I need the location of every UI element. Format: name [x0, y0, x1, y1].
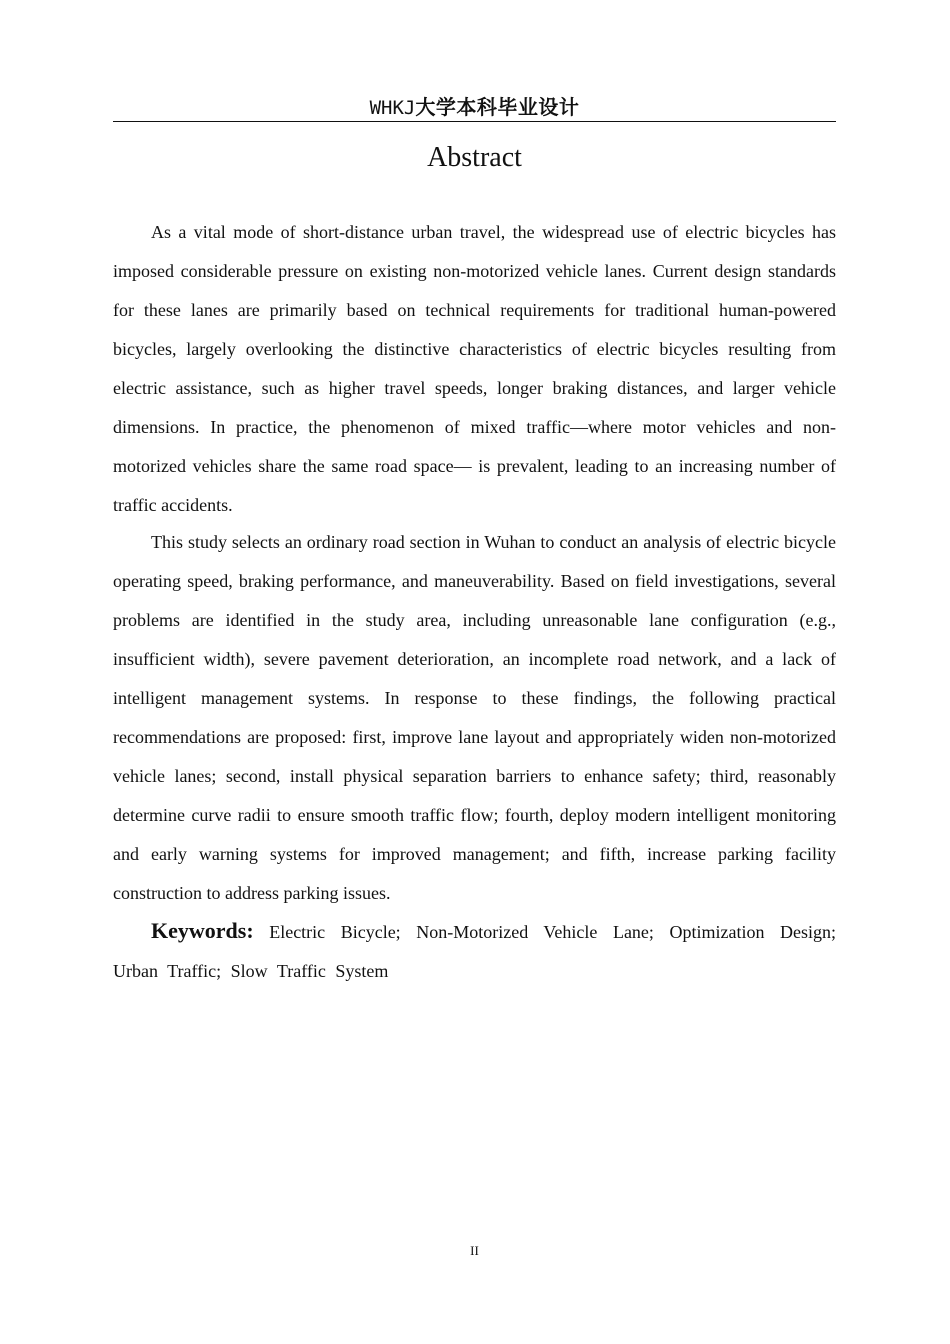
header-divider [113, 121, 836, 122]
abstract-title: Abstract [427, 142, 522, 173]
abstract-paragraph-1: As a vital mode of short-distance urban travel, the widespread use of electric bicycles has imposed considerable pressure on existing non-motorized vehicle lanes. Current design standards for these lanes are primarily based on technical requirements for traditional human-powered bicycles, largely overlooking the distinctive characteristics of electric bicycles resulting from electric assistance, such as higher travel speeds, longer braking distances, and larger vehicle dimensions. In practice, the phenomenon of mixed traffic—where motor vehicles and non-motorized vehicles share the same road space— is prevalent, leading to an increasing number of traffic accidents. [113, 222, 836, 515]
abstract-paragraph-2: This study selects an ordinary road section in Wuhan to conduct an analysis of electric bicycle operating speed, braking performance, and maneuverability. Based on field investigations, several problems are identified in the study area, including unreasonable lane configuration (e.g., insufficient width), severe pavement deterioration, an incomplete road network, and a lack of intelligent management systems. In response to these findings, the following practical recommendations are proposed: first, improve lane layout and appropriately widen non-motorized vehicle lanes; second, install physical separation barriers to enhance safety; third, reasonably determine curve radii to ensure smooth traffic flow; fourth, deploy modern intelligent monitoring and early warning systems for improved management; and fifth, increase parking facility construction to address parking issues. [113, 532, 836, 903]
keywords-text: Electric Bicycle; Non-Motorized Vehicle Lane; Optimization Design; Urban Traffic; Slow Traffic System [113, 922, 836, 981]
keywords-line [113, 911, 836, 991]
header-title-cjk: 大学本科毕业设计 [415, 95, 580, 119]
abstract-body [113, 213, 836, 989]
running-header [113, 94, 836, 122]
keywords-label: Keywords: [151, 918, 254, 943]
page-number: II [470, 1243, 479, 1258]
header-school-code: WHKJ [369, 97, 416, 119]
